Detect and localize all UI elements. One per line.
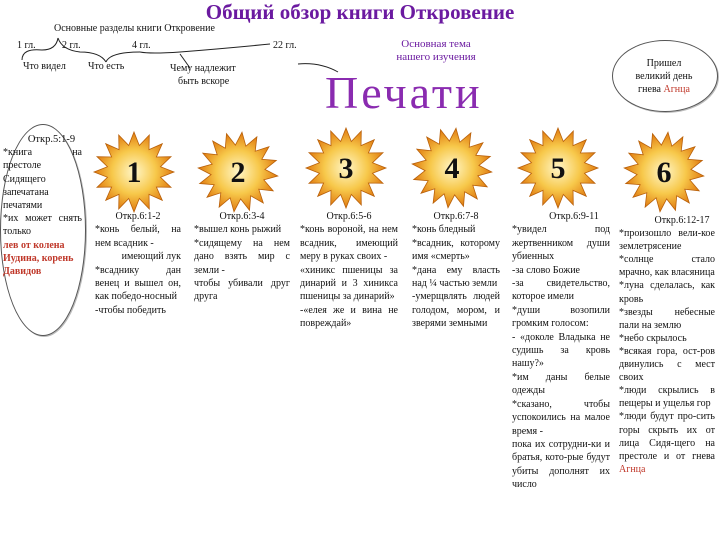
- seal-6-line: *звезды небесные пали на землю: [619, 306, 715, 331]
- seal-6-line: *произошло вели-кое землетрясение: [619, 228, 715, 253]
- seal-number: 5: [550, 152, 566, 185]
- seal-5-line: *души возопили громким голосом:: [512, 304, 610, 330]
- seal-5-ref: Откр.6:9-11: [549, 211, 599, 222]
- seal-6-line: *небо скрылось: [619, 332, 687, 344]
- theme-label-2: нашего изучения: [396, 51, 476, 63]
- seal-6-red-tail: Агнца: [619, 463, 646, 475]
- seal-3-column: [300, 210, 398, 331]
- sidebar-line-2: *их может снять только: [3, 213, 82, 238]
- seal-5-line: - «доколе Владыка не судишь за кровь нашу?»: [512, 331, 610, 370]
- seal-2-line: *сидящему на нем дано взять мир с земли -: [194, 237, 290, 276]
- wrath-line-2: великий день: [635, 71, 693, 82]
- seal-number: 1: [126, 156, 142, 189]
- seal-4-column: [412, 210, 500, 331]
- chapter-4-label: 4 гл.: [132, 40, 151, 51]
- seal-4-line: *дана ему власть над ¼ частью земли: [412, 264, 500, 290]
- seal-3-ref: Откр.6:5-6: [326, 211, 372, 222]
- seal-6-line: *солнце стало мрачно, как власяница: [619, 254, 715, 279]
- seal-5-line: -за слово Божие: [512, 264, 580, 276]
- sidebar-ref: Откр.5:1-9: [27, 134, 76, 145]
- seal-number: 4: [444, 152, 460, 185]
- seal-1-column: [95, 210, 181, 317]
- seal-1-ref: Откр.6:1-2: [115, 211, 161, 222]
- seal-4-line: *всадник, которому имя «смерть»: [412, 237, 500, 263]
- wrath-line-3: гнева Агнца: [638, 84, 690, 95]
- seal-5-line: *сказано, чтобы успокоились на малое время -: [512, 398, 610, 437]
- seal-sun-4: [410, 126, 494, 210]
- seal-6-line: *всякая гора, ост-ров двинулись с мест своих: [619, 345, 715, 384]
- seal-sun-5: [516, 126, 600, 210]
- seal-2-ref: Откр.6:3-4: [219, 211, 265, 222]
- seal-6-column: [619, 214, 715, 476]
- seal-2-column: [194, 210, 290, 304]
- seal-3-line: -«елея же и вина не повреждай»: [300, 304, 398, 330]
- sections-heading: Основные разделы книги Откровение: [54, 23, 215, 34]
- seal-sun-2: [196, 130, 280, 214]
- chapter-1-label: 1 гл.: [17, 40, 36, 51]
- theme-label-1: Основная тема: [401, 38, 471, 50]
- chapter-22-label: 22 гл.: [273, 40, 297, 51]
- seal-6-line: *люди скрылись в пещеры и ущелья гор: [619, 385, 715, 410]
- seal-1-line: *всаднику дан венец и вышел он, как победо-носный: [95, 264, 181, 303]
- seal-number: 6: [656, 156, 672, 189]
- seals-heading: Печати: [325, 67, 483, 118]
- seal-1-line: -чтобы победить: [95, 304, 166, 316]
- seal-2-line: *вышел конь рыжий: [194, 224, 282, 236]
- chapter-2-label: 2 гл.: [62, 40, 81, 51]
- seal-5-line: пока их сотрудни-ки и братья, кото-рые будут убиты дополнят их число: [512, 438, 610, 491]
- seal-3-line: «хиникс пшеницы за динарий и 3 хиникса пшеницы за динарий»: [300, 264, 398, 303]
- wrath-line-1: Пришел: [646, 58, 682, 69]
- seal-6-line: *люди будут про-сить горы скрыть их от лица Сидя-щего на престоле и от гнева Агнца: [619, 411, 715, 475]
- seal-6-ref: Откр.6:12-17: [654, 215, 710, 226]
- seal-sun-6: [622, 130, 706, 214]
- seal-3-line: *конь вороной, на нем всадник, имеющий меру в руках своих -: [300, 224, 398, 263]
- seal-5-line: *увидел под жертвенником души убиенных: [512, 224, 610, 263]
- seal-1-line: имеющий лук: [121, 251, 181, 263]
- wrath-lamb: Агнца: [663, 84, 690, 95]
- sidebar: [3, 133, 82, 278]
- page-title: Общий обзор книги Откровение: [205, 0, 515, 24]
- seal-5-line: -за свидетельство, которое имели: [512, 278, 610, 303]
- seal-number: 3: [338, 152, 354, 185]
- seal-5-column: [512, 210, 610, 492]
- seal-sun-3: [304, 126, 388, 210]
- sidebar-red: лев от колена Иудина, корень Давидов: [3, 239, 74, 278]
- seal-4-ref: Откр.6:7-8: [433, 211, 479, 222]
- seal-4-line: *конь бледный: [412, 224, 476, 236]
- seal-sun-1: [92, 130, 176, 214]
- what-is-label: Что есть: [88, 61, 125, 72]
- seal-number: 2: [230, 156, 246, 189]
- seal-1-line: *конь белый, на нем всадник -: [95, 224, 181, 249]
- what-must-label: Чему надлежит: [170, 63, 236, 74]
- seal-5-line: *им даны белые одежды: [512, 371, 610, 397]
- what-seen-label: Что видел: [23, 61, 66, 72]
- seal-2-line: чтобы убивали друг друга: [194, 278, 290, 303]
- what-must-label-2: быть вскоре: [178, 76, 230, 87]
- sidebar-line-1: *книга на престоле Сидящего запечатана печатями: [3, 147, 82, 212]
- seal-4-line: -умерщвлять людей голодом, мором, и зверями земными: [412, 291, 500, 330]
- seal-6-line: *луна сделалась, как кровь: [619, 280, 715, 305]
